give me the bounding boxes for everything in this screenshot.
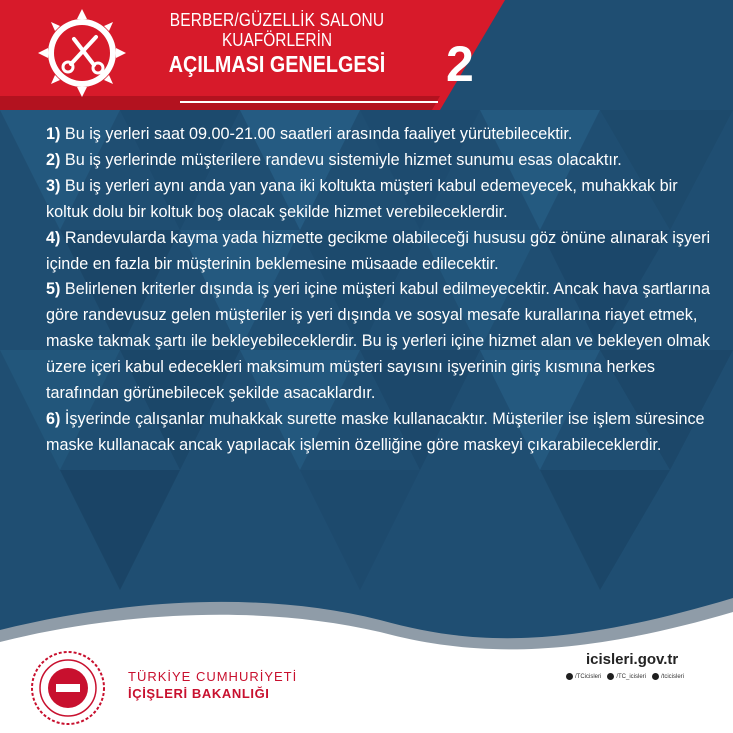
item-4 xyxy=(46,226,718,278)
social-links xyxy=(566,673,684,680)
social-handle: /TC_icisleri xyxy=(616,673,647,680)
social-twitter[interactable] xyxy=(607,673,646,680)
ministry-line-2: İÇİŞLERİ BAKANLIĞI xyxy=(128,686,270,701)
title-block xyxy=(142,10,412,78)
instagram-icon xyxy=(652,673,659,680)
social-instagram[interactable] xyxy=(652,673,684,680)
title-line-3: AÇILMASI GENELGESİ xyxy=(168,51,386,77)
website-link[interactable]: icisleri.gov.tr xyxy=(586,651,679,668)
page-number: 2 xyxy=(446,36,474,92)
item-number: 3) xyxy=(46,176,61,195)
social-handle: /TCicisleri xyxy=(575,673,602,680)
item-1 xyxy=(46,122,718,148)
title-line-1: BERBER/GÜZELLİK SALONU xyxy=(169,10,385,30)
item-text: Bu iş yerleri saat 09.00-21.00 saatleri arasında faaliyet yürütebilecektir. xyxy=(60,125,573,143)
item-text: Randevularda kayma yada hizmette gecikme olabileceği hususu göz önüne alınarak işyeri içinde en fazla bir müşterinin beklemesine müsaade edilecektir. xyxy=(46,228,711,273)
social-handle: /tcicisleri xyxy=(661,673,685,680)
item-number: 1) xyxy=(46,125,61,143)
item-number: 6) xyxy=(46,409,61,428)
item-number: 4) xyxy=(46,228,61,247)
item-text: İşyerinde çalışanlar muhakkak surette maske kullanacaktır. Müşteriler ise işlem süresince maske kullanacak ancak yapılacak işlemin özelliğine göre maskeyi çıkarabileceklerdir. xyxy=(46,409,705,454)
item-2 xyxy=(46,148,718,174)
item-3 xyxy=(46,174,718,226)
item-number: 5) xyxy=(46,280,61,299)
item-text: Bu iş yerleri aynı anda yan yana iki koltukta müşteri kabul edemeyecek, muhakkak bir koltuk dolu bir koltuk boş olacak şekilde hizmet verebileceklerdir. xyxy=(46,176,678,221)
title-line-2: KUAFÖRLERİN xyxy=(221,30,333,50)
ministry-name xyxy=(128,668,297,702)
twitter-icon xyxy=(607,673,614,680)
social-facebook[interactable] xyxy=(566,673,601,680)
item-6 xyxy=(46,407,718,459)
item-text: Belirlenen kriterler dışında iş yeri içine müşteri kabul edilmeyecektir. Ancak hava şartlarına göre randevusuz gelen müşteriler iş yeri dışında ve sosyal mesafe kurallarına riayet etmek, maske takmak şartı ile bekleyebileceklerdir. Bu iş yerleri içine hizmet alan ve bekleyen olmak üzere içeri kabul edecekleri maksimum müşteri sayısını işyerinin giriş kısmına herkes tarafından görünebilecek şekilde asacaklardır. xyxy=(46,280,710,403)
ministry-line-1: TÜRKİYE CUMHURİYETİ xyxy=(128,669,298,684)
item-text: Bu iş yerlerinde müşterilere randevu sistemiyle hizmet sunumu esas olacaktır. xyxy=(60,150,622,169)
circular-items xyxy=(46,122,718,459)
item-5 xyxy=(46,277,718,407)
item-number: 2) xyxy=(46,150,61,169)
ministry-emblem-icon xyxy=(30,650,106,726)
scissors-comb-icon xyxy=(38,9,126,97)
title-underline xyxy=(180,101,438,103)
facebook-icon xyxy=(566,673,573,680)
